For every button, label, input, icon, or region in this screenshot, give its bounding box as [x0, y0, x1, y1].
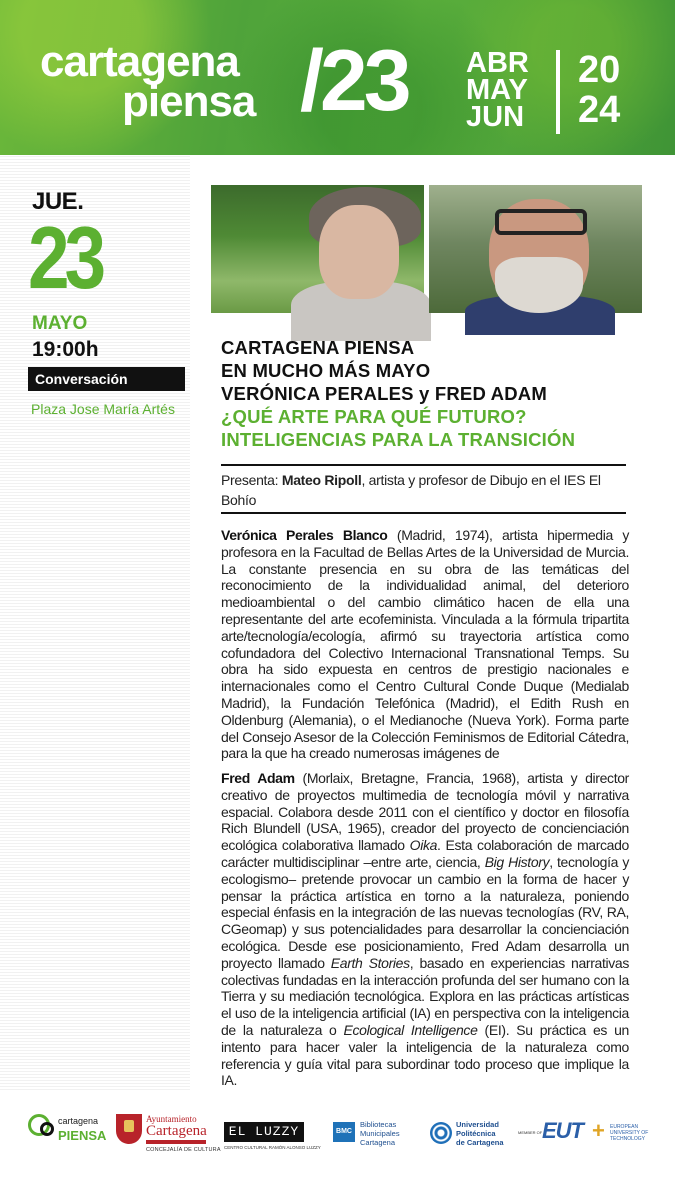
year-bottom: 24	[578, 89, 621, 131]
edition-number: /23	[300, 33, 408, 129]
bio2-text-a: (Morlaix, Bretagne, Francia, 1968), artista y director creativo de proyectos multimedia de tecnología móvil y narrativa espacial. Colabora desde 2011 con el científico y doctor en filosofía Rich Blundell (USA, 1965), creador del proyecto de concienciación ecológica colaborativa llamado	[221, 770, 629, 854]
event-place: Plaza Jose María Artés	[31, 401, 175, 417]
coat-of-arms-icon	[116, 1114, 142, 1144]
bmc-text: Bibliotecas Municipales Cartagena	[360, 1120, 400, 1147]
bio2-italic-big-history: Big History	[484, 853, 550, 870]
bio2-text-e: (EI). Su práctica es un intento para hacer valer la inteligencia de la naturaleza como referencia y guía vital para subordinar todo proceso que implique la IA.	[221, 1021, 629, 1089]
event-time: 19:00h	[32, 338, 99, 361]
day-name: JUE.	[32, 188, 84, 215]
bio2-italic-ecological-intelligence: Ecological Intelligence	[343, 1021, 478, 1038]
ayto-line-1: Ayuntamiento	[146, 1114, 197, 1124]
presenter-line	[221, 470, 629, 510]
eut-text: EUROPEAN UNIVERSITY OF TECHNOLOGY	[610, 1124, 649, 1142]
cp-logo-line-2: PIENSA	[58, 1128, 107, 1143]
bio-fred-adam	[221, 770, 629, 1089]
eut-plus-icon: +	[592, 1118, 605, 1143]
day-number: 23	[28, 208, 102, 307]
photo-veronica-perales	[211, 185, 424, 313]
header-banner	[0, 0, 675, 155]
title-line-3: VERÓNICA PERALES y FRED ADAM	[221, 383, 547, 404]
divider-top	[221, 464, 626, 466]
bio2-text-b: . Esta colaboración de marcado carácter multidisciplinar –entre arte, ciencia,	[221, 837, 629, 870]
event-type-badge: Conversación	[28, 367, 185, 391]
ayto-line-3: CONCEJALÍA DE CULTURA	[146, 1147, 221, 1153]
bio1-text: (Madrid, 1974), artista hipermedia y profesora en la Facultad de Bellas Artes de la Universidad de Murcia. La constante presencia en su obra de las temáticas del reconocimiento de la individualidad animal, del deterioro medioambiental o del cambio climático hacen de ella una representante del arte ecofeminista. Vinculada a la fórmula tripartita arte/tecnología/ecología, afirmó su trayectoria artística como cofundadora del Colectivo Internacional Transnational Temps. Su obra ha sido expuesta en centros de prestigio nacionales e internacionales como el Centro Cultural Conde Duque (Medialab Madrid), la Fundación Telefónica (Madrid), el Edith Rush en Oldenburg (Alemania), o el Medianoche (Nueva York). Forma parte del Consejo Asesor de la Colección Feminismos de Editorial Cátedra, para la que ha creado numerosas imágenes de	[221, 527, 629, 762]
year	[578, 50, 620, 130]
title-line-4: ¿QUÉ ARTE PARA QUÉ FUTURO?	[221, 406, 527, 427]
ayto-line-2: Cartagena	[146, 1123, 207, 1139]
title-line-5: INTELIGENCIAS PARA LA TRANSICIÓN	[221, 429, 576, 450]
luzzy-subtitle: CENTRO CULTURAL RAMÓN ALONSO LUZZY	[224, 1145, 321, 1150]
brand-logo-text	[40, 37, 256, 126]
months-list	[466, 47, 529, 133]
event-title-block	[221, 336, 641, 451]
cp-logo-line-1: cartagena	[58, 1116, 99, 1126]
header-divider	[556, 50, 560, 134]
sponsor-logos-footer	[0, 1100, 675, 1200]
bio2-italic-earth-stories: Earth Stories	[330, 954, 410, 971]
month-3: JUN	[466, 101, 525, 133]
title-line-2: EN MUCHO MÁS MAYO	[221, 360, 431, 381]
brand-line-2: piensa	[122, 77, 256, 126]
brand-line-1: cartagena	[40, 37, 239, 86]
bio1-name: Verónica Perales Blanco	[221, 527, 388, 543]
luzzy-name: EL LUZZY	[224, 1122, 304, 1142]
upct-text: Universidad Politécnica de Cartagena	[456, 1120, 504, 1147]
photo-fred-adam	[429, 185, 642, 313]
bio2-text-d: , basado en experiencias narrativas colectivas fundadas en la interacción profunda del ser humano con la Tierra y su mediación tecnológica. Explora en las prácticas artísticas el uso de la inteligencia artificial (IA) en perspectiva con la inteligencia de la naturaleza o	[221, 954, 629, 1038]
bio2-italic-oika: Oika	[409, 837, 438, 854]
month-2: MAY	[466, 74, 528, 106]
presenter-description: , artista y profesor de Dibujo en el IES El Bohío	[221, 472, 601, 508]
bio-veronica-perales	[221, 527, 629, 762]
eut-prefix: MEMBER OF	[518, 1130, 543, 1135]
eut-name: EUT	[542, 1118, 583, 1143]
presenter-name: Mateo Ripoll	[281, 472, 362, 488]
year-top: 20	[578, 49, 621, 91]
bio2-text-c: , tecnología y ecologismo– pretende provocar un cambio en la forma de hacer y pensar la práctica artística en torno a la naturaleza, poniendo especial énfasis en la integración de las nuevas tecnologías (RV, RA, CGeomap) y sus potencialidades para desarrollar la concienciación ecológica. Desde ese posicionamiento, Fred Adam desarrolla un proyecto llamado	[221, 853, 629, 971]
upct-globe-icon	[430, 1122, 452, 1144]
month-1: ABR	[466, 47, 529, 79]
bio2-name: Fred Adam	[221, 770, 295, 786]
divider-bottom	[221, 512, 626, 514]
presenter-prefix: Presenta:	[221, 472, 282, 488]
title-line-1: CARTAGENA PIENSA	[221, 337, 415, 358]
event-month: MAYO	[32, 313, 88, 334]
bmc-box-icon: BMC	[333, 1122, 355, 1142]
